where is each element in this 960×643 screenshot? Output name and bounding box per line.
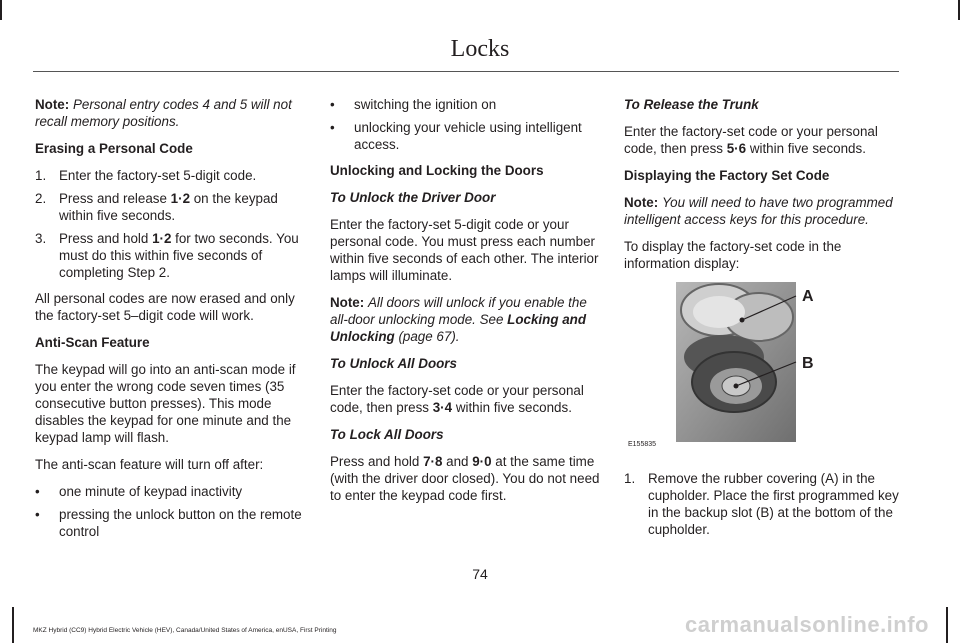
list-item: [35, 167, 307, 184]
list-item: [624, 470, 899, 538]
header-divider: [33, 71, 899, 72]
driver-door-paragraph: Enter the factory-set 5-digit code or your personal code. You must press each number within five seconds of each other. The interior lamps will illuminate.: [330, 217, 599, 283]
bullet: •: [330, 97, 335, 112]
key-label: 9·0: [472, 454, 492, 469]
figure-code: E155835: [628, 441, 657, 448]
bullet: •: [330, 120, 335, 135]
column-3: [624, 96, 899, 547]
step-text: Press and hold: [59, 231, 153, 246]
step-number: 3.: [35, 231, 47, 246]
step-text: Press and release: [59, 191, 171, 206]
footer-publication-info: MKZ Hybrid (CC9) Hybrid Electric Vehicle (HEV), Canada/United States of America, enUSA, First Printing: [33, 627, 337, 634]
procedure-steps: [624, 470, 899, 538]
turnoff-list-continued: [330, 96, 602, 153]
key-label: 5·6: [726, 141, 747, 156]
driver-door-heading: To Unlock the Driver Door: [330, 190, 496, 205]
key-label: 1·2: [170, 191, 191, 206]
crop-mark: [946, 607, 948, 643]
display-intro: To display the factory-set code in the information display:: [624, 239, 842, 271]
figure-label-a: A: [802, 288, 814, 305]
erasing-heading: Erasing a Personal Code: [35, 141, 193, 156]
list-item: [35, 483, 307, 500]
antiscan-heading: Anti-Scan Feature: [35, 335, 150, 350]
all-doors-paragraph: Enter the factory-set code or your personal code, then press 3·4 within five seconds.: [330, 383, 584, 415]
column-2: [330, 96, 602, 514]
turnoff-intro: The anti-scan feature will turn off after:: [35, 457, 264, 472]
bullet: •: [35, 507, 40, 522]
list-item: [35, 506, 307, 540]
list-item: [330, 96, 602, 113]
page-title: Locks: [450, 36, 510, 62]
list-item: [330, 119, 602, 153]
erased-paragraph: All personal codes are now erased and only the factory-set 5–digit code will work.: [35, 291, 295, 323]
bullet-text: one minute of keypad inactivity: [59, 484, 243, 499]
antiscan-paragraph: The keypad will go into an anti-scan mode if you enter the wrong code seven times (35 consecutive button presses). This mode disables the keypad for one minute and the keypad lamp will flash.: [35, 362, 296, 445]
note-paragraph: [624, 194, 899, 228]
note-text: Personal entry codes 4 and 5 will not recall memory positions.: [35, 97, 292, 129]
note-label: Note:: [35, 97, 70, 112]
note-text: All doors will unlock if you enable the all-door unlocking mode. See: [330, 295, 587, 327]
note-paragraph: [35, 96, 307, 130]
erasing-steps: [35, 167, 307, 281]
list-item: [35, 190, 307, 224]
cross-reference-link[interactable]: Locking and Unlocking: [330, 312, 587, 344]
display-code-heading: Displaying the Factory Set Code: [624, 168, 830, 183]
cupholder-image: [624, 282, 909, 460]
unlock-lock-heading: Unlocking and Locking the Doors: [330, 163, 544, 178]
page-reference: (page 67).: [394, 329, 460, 344]
note-text: You will need to have two programmed intelligent access keys for this procedure.: [624, 195, 893, 227]
bullet-text: switching the ignition on: [354, 97, 497, 112]
step-text: for two seconds. You must do this within five seconds of completing Step 2.: [59, 231, 299, 280]
note-label: Note:: [624, 195, 659, 210]
key-label: 1·2: [152, 231, 172, 246]
step-number: 1.: [35, 168, 47, 183]
bullet-text: pressing the unlock button on the remote control: [59, 507, 302, 539]
note-label: Note:: [330, 295, 365, 310]
step-text: Remove the rubber covering (A) in the cupholder. Place the first programmed key in the backup slot (B) at the bottom of the cupholder.: [648, 471, 899, 537]
column-1: [35, 96, 307, 549]
note-paragraph: [330, 294, 602, 345]
lock-doors-heading: To Lock All Doors: [330, 427, 444, 442]
key-label: 3·4: [432, 400, 453, 415]
bullet: •: [35, 484, 40, 499]
lock-doors-paragraph: Press and hold 7·8 and 9·0 at the same time (with the driver door closed). You do not need to enter the keypad code first.: [330, 454, 600, 503]
cupholder-illustration: [624, 282, 909, 460]
trunk-heading: To Release the Trunk: [624, 97, 759, 112]
list-item: [35, 230, 307, 281]
key-label: 7·8: [423, 454, 443, 469]
crop-mark: [12, 607, 14, 643]
step-number: 2.: [35, 191, 47, 206]
trunk-paragraph: Enter the factory-set code or your personal code, then press 5·6 within five seconds.: [624, 124, 878, 156]
all-doors-heading: To Unlock All Doors: [330, 356, 457, 371]
crop-mark: [0, 0, 2, 20]
page-number: 74: [472, 566, 488, 582]
step-text: Enter the factory-set 5-digit code.: [59, 168, 257, 183]
bullet-text: unlocking your vehicle using intelligent access.: [354, 120, 582, 152]
turnoff-list: [35, 483, 307, 540]
figure-label-b: B: [802, 355, 814, 372]
step-number: 1.: [624, 471, 636, 486]
step-text: on the keypad within five seconds.: [59, 191, 278, 223]
watermark: carmanualsonline.info: [685, 612, 929, 637]
